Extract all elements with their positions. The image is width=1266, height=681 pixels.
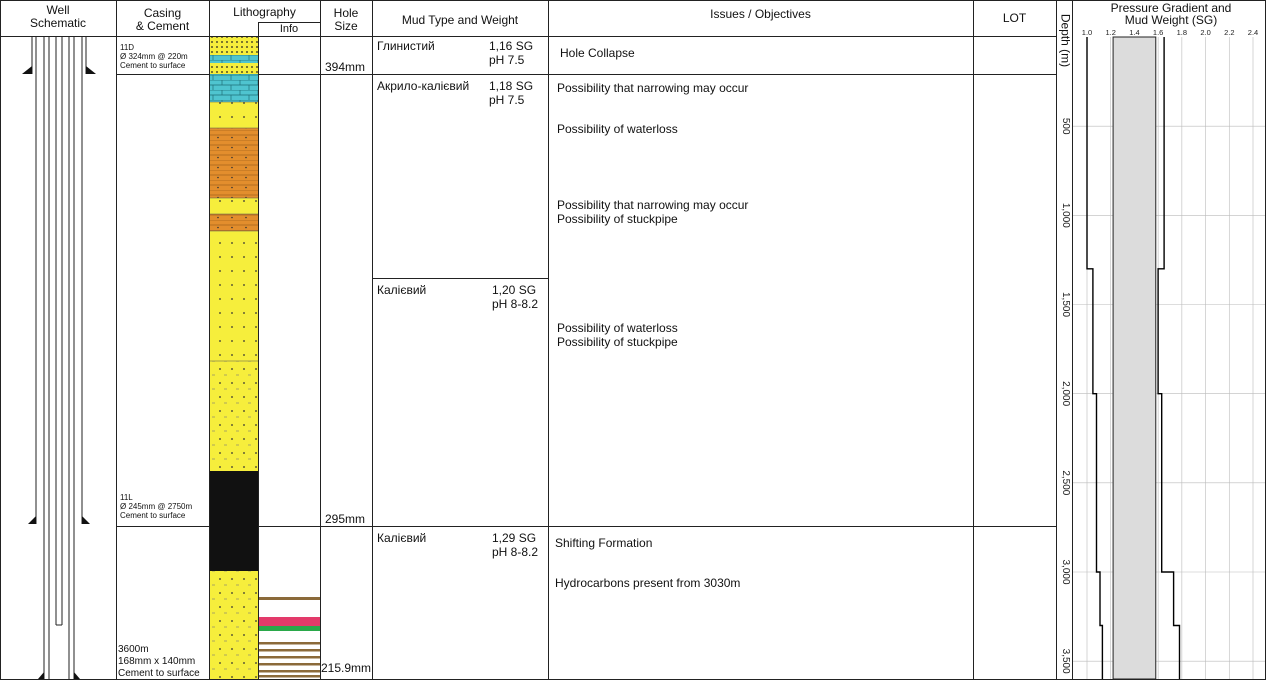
mud-1-type: Глинистий [377,39,435,53]
well-schematic [2,37,116,679]
casing-1-spec: Ø 324mm @ 220m [120,52,188,61]
hole-size-2: 295mm [325,512,366,526]
casing-2-spec: Ø 245mm @ 2750m [120,502,193,511]
series-line-1 [1158,37,1179,679]
mud-4-weight: 1,29 SG [492,531,537,545]
y-tick-label: 2,500 [1060,470,1071,496]
mud-3-ph: pH 8-8.2 [492,297,539,311]
issue-1: Hole Collapse [560,46,635,60]
pressure-chart [1060,28,1265,679]
casing-2-name: 11L [120,493,133,502]
y-tick-label: 500 [1060,117,1071,135]
lithography-column [210,37,258,679]
issue-3: Possibility of waterloss [557,122,678,136]
x-tick-label: 1.8 [1176,28,1188,37]
y-tick-label: 2,000 [1060,381,1071,407]
x-tick-label: 1.4 [1129,28,1140,37]
x-tick-label: 1.6 [1152,28,1164,37]
issue-5: Possibility of stuckpipe [557,212,678,226]
y-tick-label: 1,500 [1060,291,1071,318]
casing-2-cement: Cement to surface [120,511,186,520]
header-mud: Mud Type and Weight [401,13,519,27]
casing-3-cement: Cement to surface [118,668,200,679]
hole-size-3: 215.9mm [321,661,372,675]
mud-4-ph: pH 8-8.2 [492,545,539,559]
header-info: Info [279,23,299,35]
casing-1-name: 11D [120,43,135,52]
mud-1-weight: 1,16 SG [489,39,534,53]
x-tick-label: 2.0 [1200,28,1211,37]
mud-3-type: Калієвий [377,283,427,297]
series-line-0 [1087,37,1102,679]
mud-2-ph: pH 7.5 [489,93,525,107]
y-tick-label: 3,000 [1060,559,1071,585]
hole-size-1: 394mm [325,60,366,74]
y-tick-label: 1,000 [1060,202,1071,228]
mud-2-weight: 1,18 SG [489,79,534,93]
issue-4: Possibility that narrowing may occur [557,198,749,212]
issue-9: Hydrocarbons present from 3030m [555,576,741,590]
header-well-schematic: Well Schematic [29,3,87,30]
x-tick-label: 2.2 [1224,28,1235,37]
header-depth: Depth (m) [1058,13,1073,68]
header-hole-size: Hole Size [333,6,359,33]
issue-6: Possibility of waterloss [557,321,678,335]
mud-1-ph: pH 7.5 [489,53,525,67]
header-lithography: Lithography [233,5,296,19]
mud-4-type: Калієвий [377,531,427,545]
x-tick-label: 1.0 [1081,28,1093,37]
x-tick-label: 1.2 [1105,28,1116,37]
header-issues: Issues / Objectives [710,7,811,21]
y-tick-label: 3,500 [1060,648,1071,674]
issue-2: Possibility that narrowing may occur [557,81,749,95]
header-lot: LOT [1002,11,1027,25]
casing-3-name: 3600m [118,644,149,655]
mud-3-weight: 1,20 SG [492,283,537,297]
mud-2-type: Акрило-калієвий [377,79,470,93]
header-pressure: Pressure Gradient and Mud Weight (SG) [1110,1,1232,27]
x-tick-label: 2.4 [1247,28,1259,37]
casing-1-cement: Cement to surface [120,61,186,70]
header-casing: Casing & Cement [135,6,190,33]
issue-8: Shifting Formation [555,536,653,550]
mud-weight-band [1113,37,1156,679]
issue-7: Possibility of stuckpipe [557,335,678,349]
casing-3-spec: 168mm x 140mm [118,656,196,667]
info-bands [259,597,320,678]
